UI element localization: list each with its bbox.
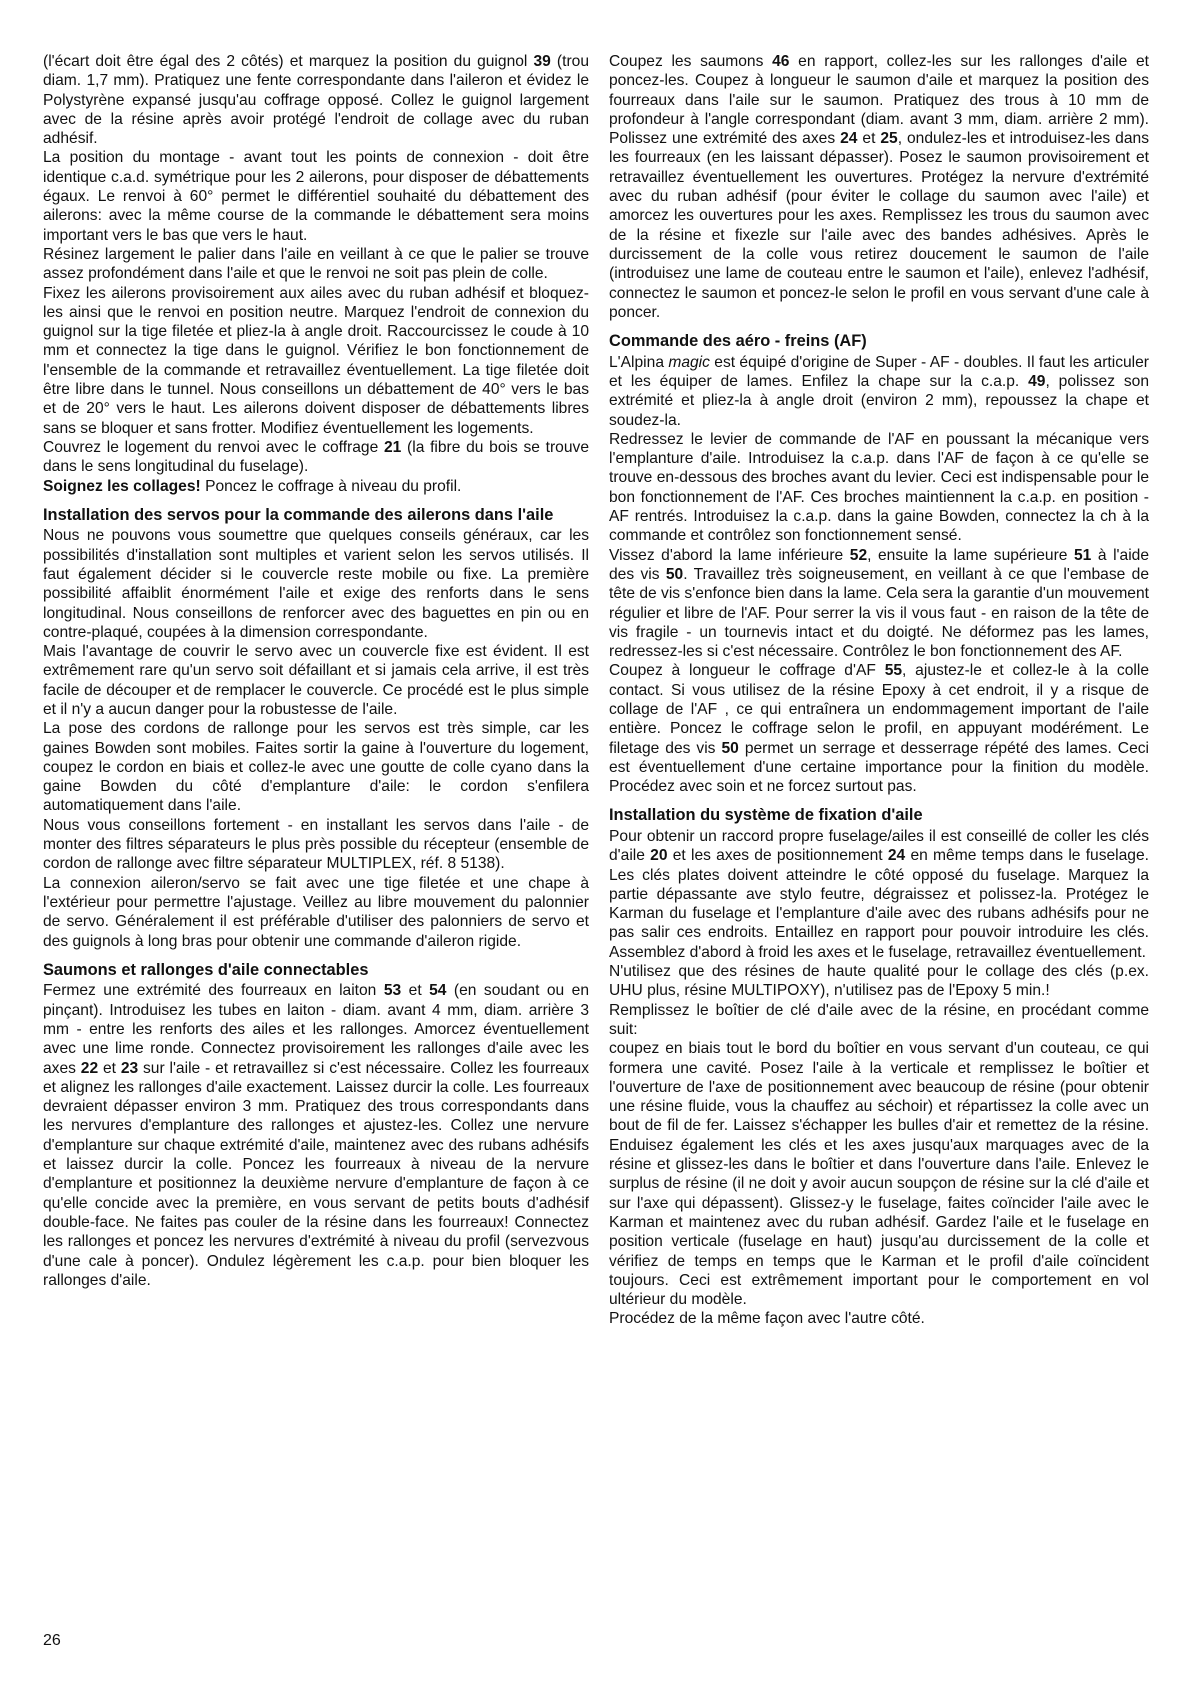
- text-run: Procédez de la même façon avec l'autre côté.: [609, 1310, 925, 1328]
- text-run: permet un serrage et desserrage répété des lames. Ceci est éventuellement d'une certaine importance pour la finition du modèle. Procédez avec soin et ne forcez surtout pas.: [609, 739, 1149, 796]
- paragraph: [43, 719, 589, 815]
- paragraph: [43, 284, 589, 438]
- text-run: Coupez à longueur le coffrage d'AF: [609, 662, 885, 680]
- paragraph: [609, 661, 1149, 796]
- text-run: La position du montage - avant tout les points de connexion - doit être identique c.a.d. symétrique pour les 2 ailerons, pour disposer de débattements égaux. Le renvoi à 60° permet le différentiel souhaité du débattement des ailerons: avec la même course de la commande le débattement sera moins important vers le bas que vers le haut.: [43, 149, 589, 244]
- text-run: et les axes de positionnement: [667, 847, 888, 865]
- text-run: Pour obtenir un raccord propre fuselage/ailes il est conseillé de coller les clés d'aile: [609, 827, 1149, 865]
- paragraph: [43, 642, 589, 719]
- bold-text: Soignez les collages!: [43, 477, 201, 495]
- bold-text: 24: [840, 130, 858, 148]
- bold-text: 55: [884, 662, 903, 680]
- text-run: coupez en biais tout le bord du boîtier en vous servant d'un couteau, ce qui formera une cavité. Posez l'aile à la verticale et remplissez le boîtier et l'ouverture de l'axe de positionnement avec beaucoup de résine (pour obtenir une résine fluide, vous la chauffez au séchoir) et répartissez la colle avec un bout de fil de fer. Laissez s'échapper les bulles d'air et remettez de la résine. Enduisez également les clés et les axes jusqu'aux marquages avec de la résine et glissez-les dans le boîtier et dans l'ouverture dans l'aile. Enlevez le surplus de résine (il ne doit y avoir aucun soupçon de résine sur la clé d'aile et sur l'axe qui dépassent). Glissez-y le fuselage, faites coïncider l'aile avec le Karman et maintenez avec du ruban adhésif. Gardez l'aile et le fuselage en position verticale (fuselage en haut) jusqu'au durcissement de la colle et vérifiez de temps en temps que le Karman et le profil d'aile coïncident toujours. Ceci est extrêmement important pour le comportement en vol ultérieur du modèle.: [609, 1040, 1149, 1309]
- text-run: et: [857, 130, 881, 148]
- text-run: (l'écart doit être égal des 2 côtés) et marquez la position du guignol: [43, 53, 534, 70]
- bold-text: 21: [383, 438, 402, 456]
- section-heading: Saumons et rallonges d'aile connectables: [43, 960, 369, 979]
- paragraph: [43, 874, 589, 951]
- paragraph: [609, 1001, 1149, 1040]
- text-run: sur l'aile - et retravaillez si c'est nécessaire. Collez les fourreaux et alignez les rallonges d'aile exactement. Laissez durcir la colle. Les fourreaux devraient dépasser environ 3 mm. Pratiquez des trous correspondants dans les nervures d'emplanture des rallonges et ajustez-les. Collez une nervure d'emplanture sur chaque extrémité d'aile, maintenez avec des rubans adhésifs et laissez durcir la colle. Poncez les fourreaux à niveau de la nervure d'emplanture et positionnez la deuxième nervure d'emplanture de façon à ce qu'elle concide avec la première, en vous servant de petits bouts d'adhésif double-face. Ne faites pas couler de la résine dans les fourreaux! Connectez les rallonges et poncez les nervures d'extrémité à niveau du profil (servezvous d'une cale à poncer). Ondulez légèrement les c.a.p. pour bien bloquer les rallonges d'aile.: [43, 1059, 589, 1289]
- text-run: Résinez largement le palier dans l'aile en veillant à ce que le palier se trouve assez profondément dans l'aile et que le renvoi ne soit pas plein de colle.: [43, 245, 589, 283]
- italic-text: magic: [668, 353, 710, 371]
- bold-text: 24: [887, 847, 906, 865]
- text-run: , ondulez-les et introduisez-les dans les fourreaux (en les laissant dépasser). Posez le saumon provisoirement et retravaillez éventuellement les ouvertures. Protégez la nervure d'extrémité avec du ruban adhésif (pour éviter le collage du saumon avec l'aile) et amorcez les ouvertures pour les axes. Remplissez les trous du saumon avec de la résine et fixezle sur l'aile avec des bandes adhésives. Après le durcissement de la colle vous retirez doucement le saumon de l'aile (introduisez une lame de couteau entre le saumon et l'aile), enlevez l'adhésif, connectez le saumon et poncez-le selon le profil en vous servant d'une cale à poncer.: [609, 130, 1149, 321]
- text-run: (trou diam. 1,7 mm). Pratiquez une fente correspondante dans l'aileron et évidez le Polystyrène expansé jusqu'au coffrage opposé. Collez le guignol largement avec de la résine après avoir protégé l'endroit de collage avec du ruban adhésif.: [43, 53, 589, 148]
- page-number: 26: [43, 1632, 61, 1649]
- text-run: (la fibre du bois se trouve dans le sens longitudinal du fuselage).: [43, 438, 589, 476]
- paragraph: [43, 477, 589, 496]
- text-run: Remplissez le boîtier de clé d'aile avec de la résine, en procédant comme suit:: [609, 1001, 1149, 1038]
- text-run: , ajustez-le et collez-le à la colle contact. Si vous utilisez de la résine Epoxy à cet endroit, il y a risque de collage de l'AF , ce qui entraînera un endommagement important de l'aile entière. Poncez le coffrage selon le profil, en appuyant modérément. Le filetage des vis: [609, 662, 1149, 757]
- text-run: en rapport, collez-les sur les rallonges d'aile et poncez-les. Coupez à longueur le saumon d'aile et marquez la position des fourreaux dans l'aile sur le saumon. Pratiquez des trous à 10 mm de profondeur à l'angle correspondant (diam. avant 3 mm, diam. arrière 2 mm). Polissez une extrémité des axes: [609, 53, 1150, 148]
- bold-text: 53: [383, 982, 402, 1000]
- text-run: Fixez les ailerons provisoirement aux ailes avec du ruban adhésif et bloquez-les ainsi que le renvoi en position neutre. Marquez l'endroit de connexion du guignol sur la tige filetée et pliez-la à angle droit. Raccourcissez le coude à 10 mm et connectez la tige dans le guignol. Vérifiez le bon fonctionnement de l'ensemble de la commande et retravaillez éventuellement. La tige filetée doit être libre dans le tunnel. Nous conseillons un débattement de 40° vers le bas et de 20° vers le haut. Les ailerons doivent disposer de débattements libres sans se bloquer et sans frotter. Modifiez éventuellement les logements.: [43, 284, 589, 437]
- text-run: . Travaillez très soigneusement, en veillant à ce que l'embase de tête de vis s'enfonce bien dans la lame. Cela sera la garantie d'un mouvement régulier et libre de l'AF. Pour serrer la vis il vous faut - en raison de la tête de vis fragile - un tournevis intact et du doigté. Ne déformez pas les lames, redressez-les si c'est nécessaire. Contrôlez le bon fonctionnement des AF.: [609, 565, 1149, 661]
- text-run: La pose des cordons de rallonge pour les servos est très simple, car les gaines Bowden sont mobiles. Faites sortir la gaine à l'ouverture du logement, coupez le cordon en biais et collez-le avec une goutte de colle cyano dans la gaine Bowden du côté d'emplanture d'aile: le cordon s'enfilera automatiquement dans l'aile.: [43, 720, 589, 815]
- text-run: La connexion aileron/servo se fait avec une tige filetée et une chape à l'extérieur pour permettre l'ajustage. Veillez au libre mouvement du palonnier de servo. Généralement il est préférable d'utiliser des palonniers de servo et des guignols à long bras pour obtenir une commande d'aileron rigide.: [43, 874, 589, 950]
- bold-text: 25: [880, 130, 898, 148]
- paragraph: [609, 353, 1149, 430]
- text-run: , polissez son extrémité et pliez-la à angle droit (environ 2 mm), repoussez la chape et soudez-la.: [609, 372, 1149, 429]
- bold-text: 52: [849, 546, 868, 564]
- paragraph: [609, 827, 1149, 962]
- text-run: et: [401, 982, 430, 1000]
- text-run: Redressez le levier de commande de l'AF en poussant la mécanique vers l'emplanture d'aile. Introduisez la c.a.p. dans l'AF de façon à ce qu'elle se trouve en-dessous des broches avant du levier. Ceci est indispensable pour le bon fonctionnement de l'AF. Ces broches maintiennent la c.a.p. en position - AF rentrés. Introduisez la c.a.p. dans la gaine Bowden, connectez la ch à la commande et contrôlez son fonctionnement sensé.: [609, 430, 1149, 545]
- paragraph: [43, 981, 589, 1290]
- paragraph: [609, 546, 1149, 662]
- text-run: Poncez le coffrage à niveau du profil.: [200, 477, 462, 495]
- bold-text: 50: [721, 739, 739, 757]
- text-run: L'Alpina: [609, 353, 669, 371]
- paragraph: [609, 1309, 1149, 1328]
- bold-text: 51: [1074, 546, 1092, 564]
- paragraph: [43, 245, 589, 284]
- text-run: Coupez les saumons: [609, 53, 773, 70]
- paragraph: [609, 962, 1149, 1001]
- text-run: Mais l'avantage de couvrir le servo avec un couvercle fixe est évident. Il est extrêmement rare qu'un servo soit défaillant et si jamais cela arrive, il est très facile de découper et de remplacer le couvercle. Ce procédé est le plus simple et il n'y a aucun danger pour la robustesse de l'aile.: [43, 643, 589, 718]
- bold-text: 23: [120, 1059, 139, 1077]
- text-run: (en soudant ou en pinçant). Introduisez les tubes en laiton - diam. avant 4 mm, diam. arrière 3 mm - entre les renforts des ailes et les rallonges. Amorcez éventuellement avec une lime ronde. Connectez provisoirement les rallonges d'aile avec les axes: [43, 982, 590, 1077]
- text-run: Nous vous conseillons fortement - en installant les servos dans l'aile - de monter des filtres séparateurs le plus près possible du récepteur (ensemble de cordon de rallonge avec filtre séparateur MULTIPLEX, réf. 8 5138).: [43, 816, 589, 873]
- text-run: est équipé d'origine de Super - AF - doubles. Il faut les articuler et les équiper de lames. Enfilez la chape sur la c.a.p.: [609, 353, 1149, 390]
- section-heading: Installation du système de fixation d'aile: [609, 806, 923, 825]
- bold-text: 46: [772, 53, 790, 70]
- bold-text: 54: [429, 982, 447, 1000]
- left-column: [43, 52, 589, 1290]
- bold-text: 50: [665, 565, 684, 583]
- text-run: à l'aide des vis: [609, 546, 1150, 583]
- paragraph: [43, 148, 589, 244]
- section-heading: Installation des servos pour la commande des ailerons dans l'aile: [43, 505, 554, 524]
- bold-text: 20: [650, 847, 668, 865]
- right-column: [609, 52, 1149, 1329]
- text-run: N'utilisez que des résines de haute qualité pour le collage des clés (p.ex. UHU plus, résine MULTIPOXY), n'utilisez pas de l'Epoxy 5 min.!: [609, 963, 1149, 1000]
- paragraph: [43, 438, 589, 477]
- paragraph: [43, 816, 589, 874]
- text-run: Fermez une extrémité des fourreaux en laiton: [43, 982, 384, 1000]
- bold-text: 22: [80, 1059, 99, 1077]
- section-heading: Commande des aéro - freins (AF): [609, 332, 867, 351]
- bold-text: 49: [1028, 372, 1046, 390]
- paragraph: [609, 430, 1149, 546]
- text-run: Couvrez le logement du renvoi avec le coffrage: [43, 438, 384, 456]
- paragraph: [43, 52, 589, 148]
- paragraph: [609, 52, 1149, 322]
- text-run: , ensuite la lame supérieure: [867, 546, 1074, 564]
- paragraph: [43, 526, 589, 642]
- text-run: en même temps dans le fuselage. Les clés plates doivent atteindre le côté opposé du fuselage. Marquez la partie dépassante ave stylo feutre, dégraissez et polissez-la. Protégez le Karman du fuselage et l'emplanture d'aile avec des rubans adhésifs pour ne pas salir ces endroits. Entaillez en rapport pour pouvoir introduire les clés. Assemblez d'abord à froid les axes et le fuselage, retravaillez éventuellement.: [609, 847, 1149, 961]
- text-run: Vissez d'abord la lame inférieure: [609, 546, 850, 564]
- paragraph: [609, 1039, 1149, 1309]
- text-run: et: [98, 1059, 121, 1077]
- bold-text: 39: [533, 53, 551, 70]
- text-run: Nous ne pouvons vous soumettre que quelques conseils généraux, car les possibilités d'installation sont multiples et varient selon les servos utilisés. Il faut également décider si le couvercle reste mobile ou fixe. La première possibilité affaiblit énormément l'aile et exige des renforts dans le sens longitudinal. Nous conseillons de renforcer avec des baguettes en pin ou en contre-plaqué, coupées à la dimension correspondante.: [43, 527, 589, 641]
